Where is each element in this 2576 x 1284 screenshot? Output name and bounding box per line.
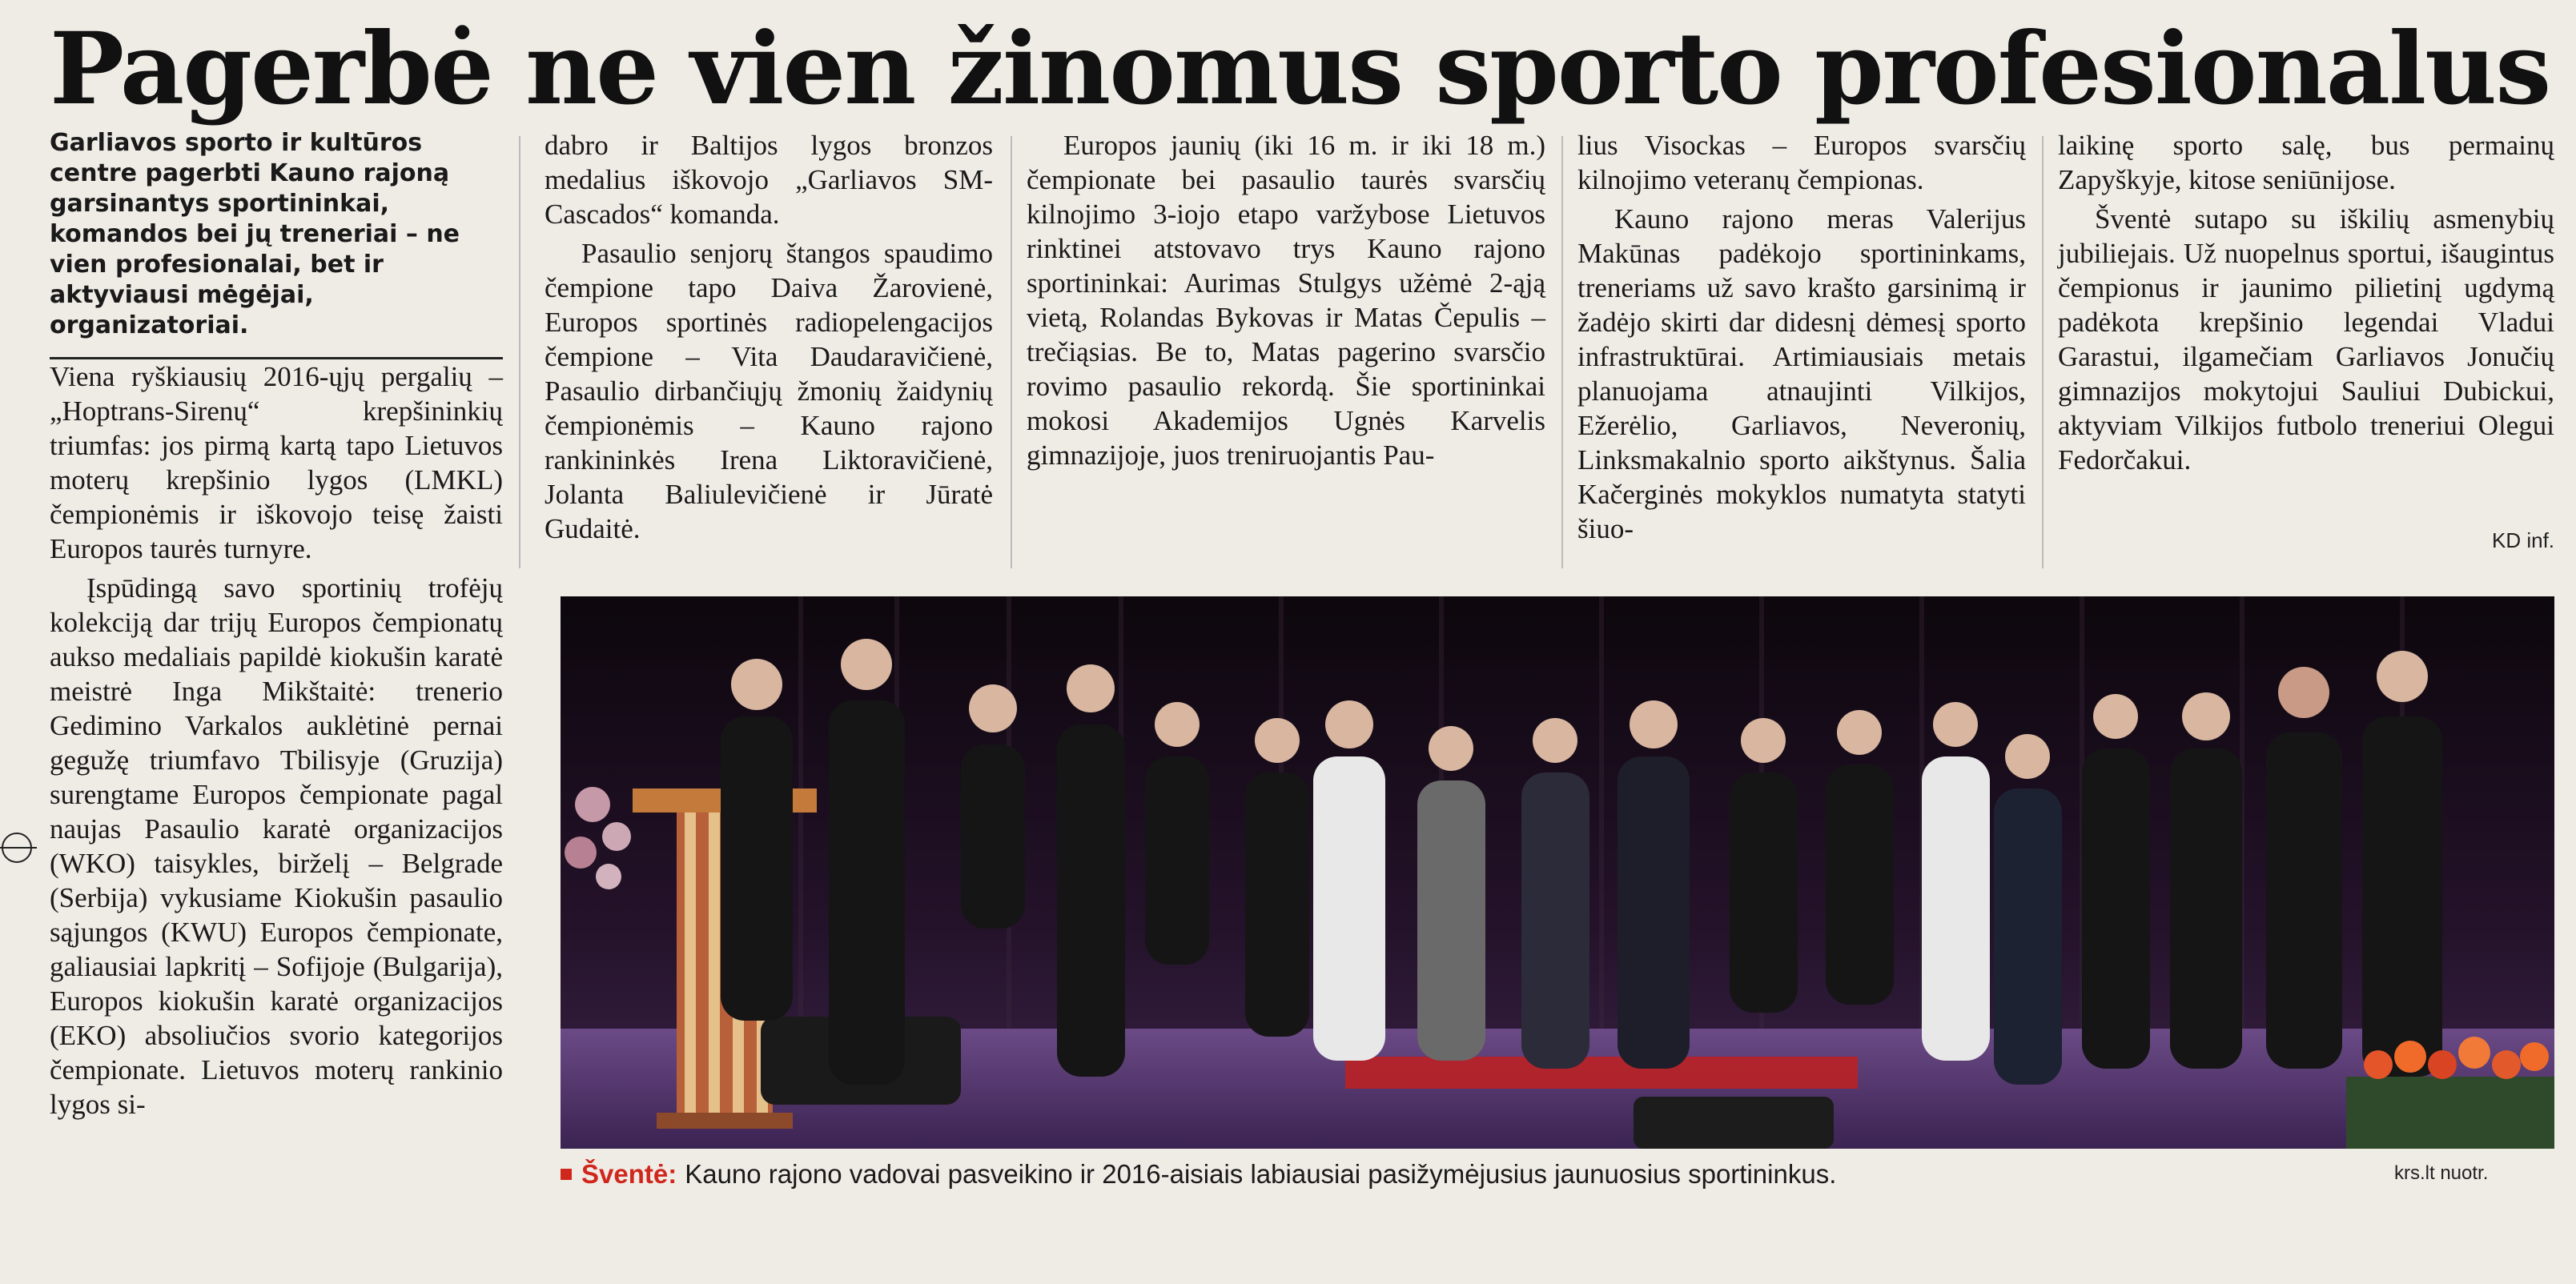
body-paragraph: Pasaulio senjorų štangos spaudimo čempione tapo Daiva Žarovienė, Europos sportinės radiopelengacijos čempione – Vita Daudaravičienė, Pasaulio dirbančiųjų žmonių žaidynių čempionėmis – Kauno rajono rankininkės Irena Liktoravičienė, Jolanta Baliulevičienė ir Jūratė Gudaitė. (545, 238, 993, 544)
lead-paragraph: Garliavos sporto ir kultūros centre pagerbti Kauno rajoną garsinantys sportininkai, komandos bei jų treneriai – ne vien profesionalai, bet ir aktyviausi mėgėjai, organizatoriai. (50, 128, 503, 359)
column-divider (2042, 136, 2044, 568)
column-4 (1577, 128, 2026, 546)
body-paragraph: Europos jaunių (iki 16 m. ir iki 18 m.) čempionate bei pasaulio taurės svarsčių kilnojimo 3-iojo etapo varžybose Lietuvos rinktinei atstovavo trys Kauno rajono sportininkai: Aurimas Stulgys užėmė 2-ąją vietą, Rolandas Bykovas ir Matas Čepulis – trečiąsias. Be to, Matas pagerino svarsčio rovimo pasaulio rekordą. Šie sportininkai mokosi Akademijos Ugnės Karvelis gimnazijoje, juos treniruojantis Pau- (1027, 130, 1545, 471)
body-paragraph: Šventė sutapo su iškilių asmenybių jubiliejais. Už nuopelnus sportui, išaugintus čempionus ir jaunimo pilietinį ugdymą padėkota krepšinio legendai Vladui Garastui, ilgamečiam Garliavos Jonučių gimnazijos mokytojui Sauliui Dubickui, aktyviam Vilkijos futbolo treneriui Olegui Fedorčakui. (2058, 203, 2554, 475)
registration-mark (2, 833, 32, 863)
body-paragraph: Viena ryškiausių 2016-ųjų pergalių – „Hoptrans-Sirenų“ krepšininkių triumfas: jos pirmą kartą tapo Lietuvos moterų krepšinio lygos (LMKL) čempionėmis ir iškovojo teisę žaisti Europos taurės turnyre. (50, 361, 503, 564)
photo-caption (561, 1158, 2282, 1190)
caption-text: Kauno rajono vadovai pasveikino ir 2016-aisiais labiausiai pasižymėjusius jaunuosius sportininkus. (685, 1159, 1837, 1189)
body-paragraph: lius Visockas – Europos svarsčių kilnojimo veteranų čempionas. (1577, 130, 2026, 195)
body-paragraph: Kauno rajono meras Valerijus Makūnas padėkojo sportininkams, treneriams už savo krašto garsinimą ir žadėjo skirti dar didesnį dėmesį sporto infrastruktūrai. Artimiausiais metais planuojama atnaujinti Vilkijos, Ežerėlio, Garliavos, Neveronių, Linksmakalnio sporto aikštynus. Šalia Kačerginės mokyklos numatyta statyti šiuo- (1577, 203, 2026, 544)
column-divider (1011, 136, 1012, 568)
column-divider (519, 136, 520, 568)
column-divider (1561, 136, 1563, 568)
photo-credit: krs.lt nuotr. (2394, 1162, 2489, 1184)
column-1 (50, 128, 503, 1121)
body-paragraph: dabro ir Baltijos lygos bronzos medalius iškovojo „Garliavos SM-Cascados“ komanda. (545, 130, 993, 230)
column-2 (545, 128, 993, 546)
body-paragraph: Įspūdingą savo sportinių trofėjų kolekciją dar trijų Europos čempionatų aukso medaliais papildė kiokušin karatė meistrė Inga Mikštaitė: trenerio Gedimino Varkalos auklėtinė pernai gegužę triumfavo Tbilisyje (Gruzija) surengtame Europos čempionate pagal naujas Pasaulio karatė organizacijos (WKO) taisykles, birželį – Belgrade (Serbija) vykusiame Kiokušin pasaulio sąjungos (KWU) Europos čempionate, galiausiai lapkritį – Sofijoje (Bulgarija), Europos kiokušin karatė organizacijos (EKO) absoliučios svorio kategorijos čempionate. Lietuvos moterų rankinio lygos si- (50, 572, 503, 1120)
byline: KD inf. (2492, 528, 2555, 552)
column-3 (1027, 128, 1545, 472)
event-photo (561, 596, 2554, 1149)
body-paragraph: laikinę sporto salę, bus permainų Zapyškyje, kitose seniūnijose. (2058, 130, 2554, 195)
headline: Pagerbė ne vien žinomus sporto profesionalus (50, 11, 2550, 127)
caption-marker (561, 1169, 572, 1180)
column-5 (2058, 128, 2554, 477)
caption-tag: Šventė: (581, 1159, 677, 1189)
